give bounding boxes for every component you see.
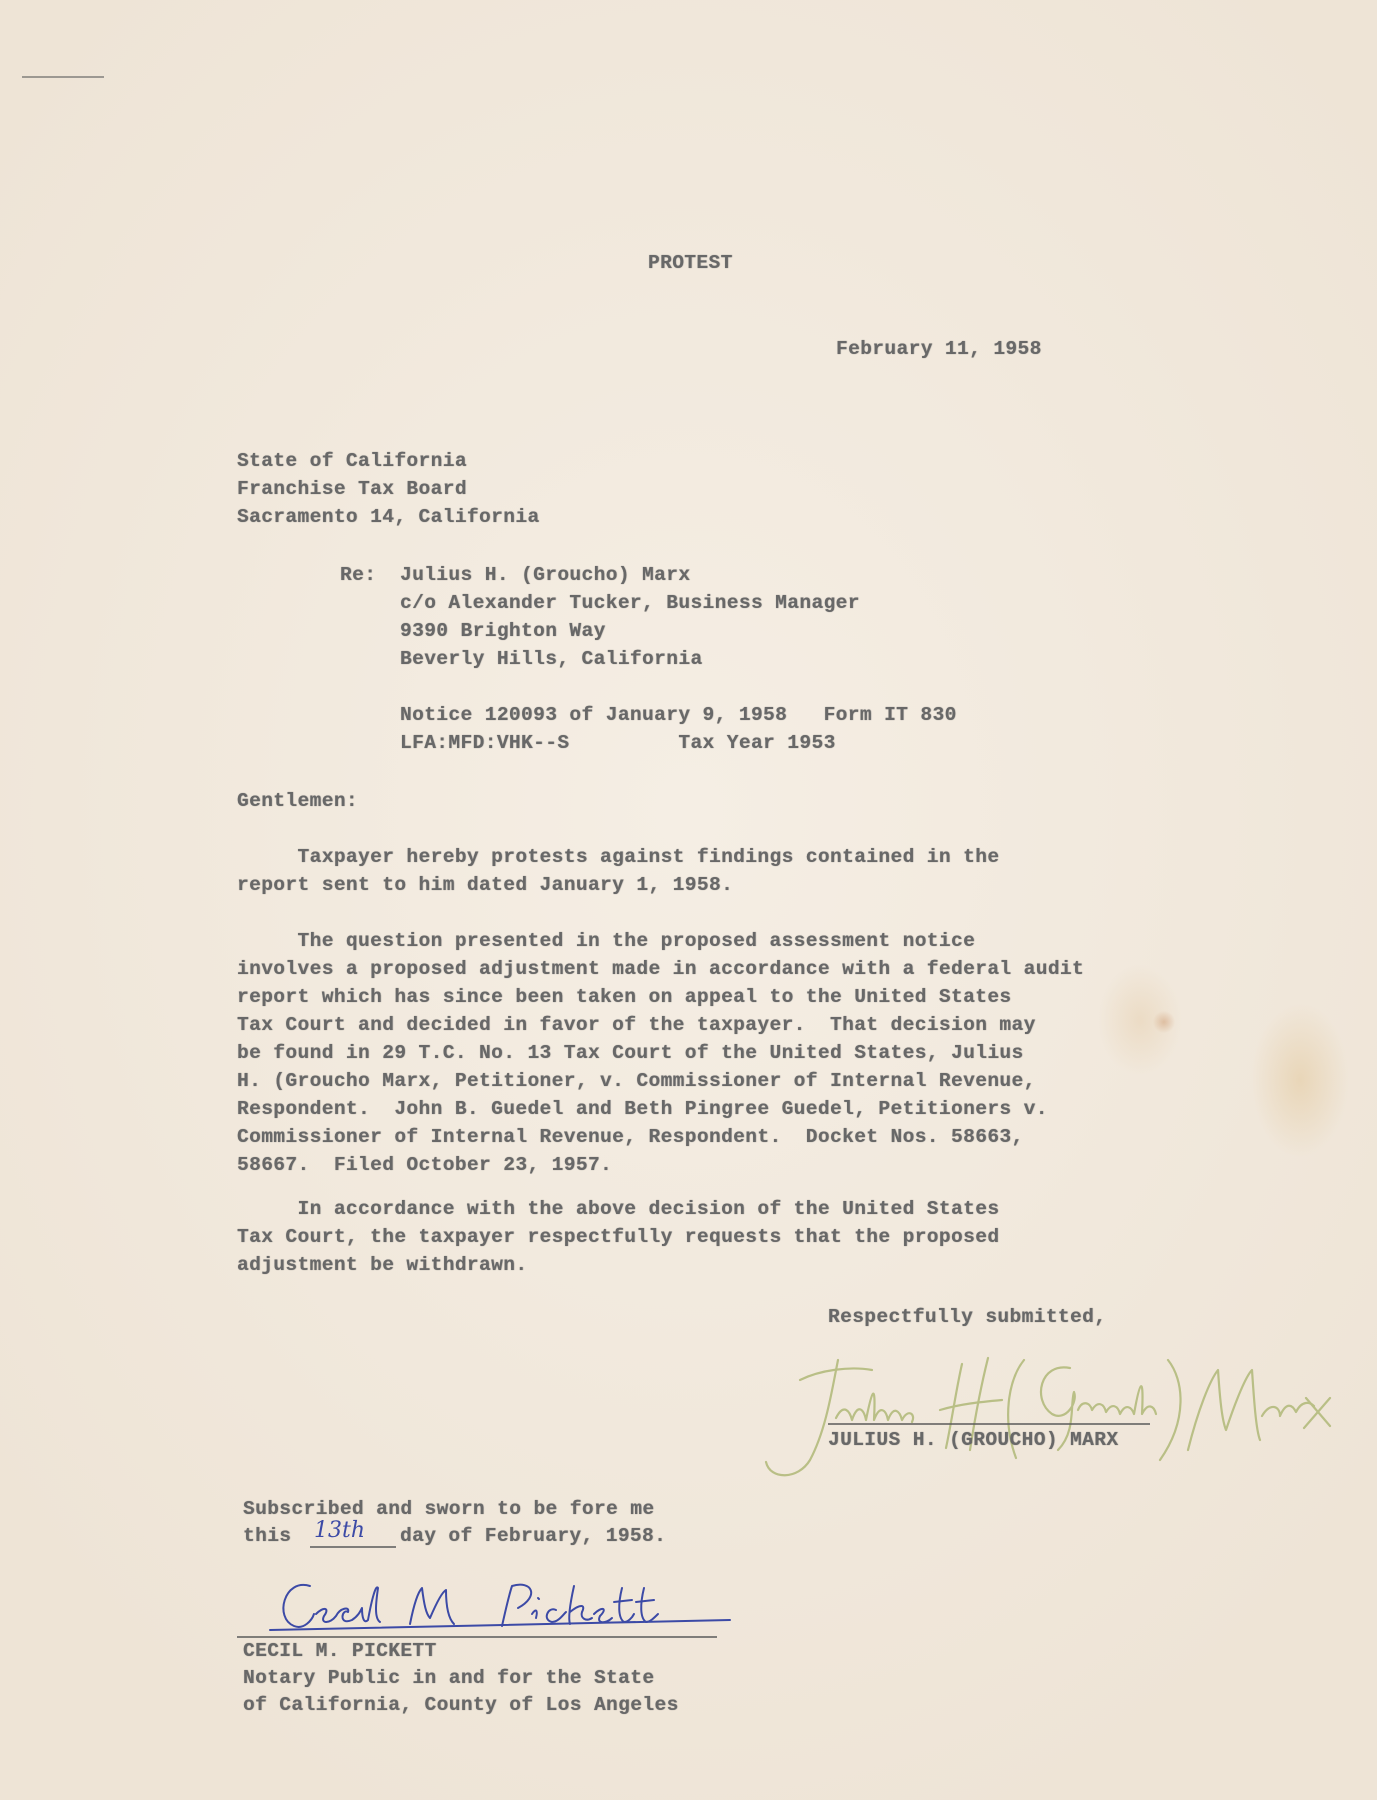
body-line: Tax Court, the taxpayer respectfully requests that the proposed xyxy=(237,1226,1000,1248)
jurat-line-1: Subscribed and sworn to be fore me xyxy=(243,1498,655,1520)
body-line: Tax Court and decided in favor of the taxpayer. That decision may xyxy=(237,1014,1036,1036)
salutation: Gentlemen: xyxy=(237,790,359,812)
body-line: H. (Groucho Marx, Petitioner, v. Commissioner of Internal Revenue, xyxy=(237,1070,1036,1092)
marx-signature xyxy=(740,1340,1340,1490)
re-line: 9390 Brighton Way xyxy=(400,620,606,642)
jurat-prefix: this xyxy=(243,1525,292,1547)
addressee-line: State of California xyxy=(237,450,467,472)
re-line: Beverly Hills, California xyxy=(400,648,703,670)
body-line: Respondent. John B. Guedel and Beth Pingree Guedel, Petitioners v. xyxy=(237,1098,1048,1120)
document-title: PROTEST xyxy=(648,252,733,274)
body-line: involves a proposed adjustment made in accordance with a federal audit xyxy=(237,958,1085,980)
body-line: 58667. Filed October 23, 1957. xyxy=(237,1154,613,1176)
body-line: report sent to him dated January 1, 1958. xyxy=(237,874,734,896)
signatory-typed-name: JULIUS H. (GROUCHO) MARX xyxy=(828,1429,1119,1451)
body-line: Commissioner of Internal Revenue, Respondent. Docket Nos. 58663, xyxy=(237,1126,1024,1148)
document-date: February 11, 1958 xyxy=(836,338,1042,360)
addressee-line: Franchise Tax Board xyxy=(237,478,467,500)
jurat-suffix: day of February, 1958. xyxy=(400,1525,667,1547)
re-label: Re: xyxy=(340,564,377,586)
notice-line: LFA:MFD:VHK--S Tax Year 1953 xyxy=(400,732,836,754)
addressee-line: Sacramento 14, California xyxy=(237,506,540,528)
margin-pencil-mark xyxy=(22,76,104,78)
day-blank-rule xyxy=(310,1546,396,1548)
notary-line: Notary Public in and for the State xyxy=(243,1667,655,1689)
body-line: The question presented in the proposed assessment notice xyxy=(237,930,976,952)
re-line: Julius H. (Groucho) Marx xyxy=(400,564,691,586)
body-line: In accordance with the above decision of the United States xyxy=(237,1198,1000,1220)
re-line: c/o Alexander Tucker, Business Manager xyxy=(400,592,860,614)
jurat-day-handwritten: 13th xyxy=(314,1518,366,1543)
body-line: be found in 29 T.C. No. 13 Tax Court of the United States, Julius xyxy=(237,1042,1024,1064)
notary-name: CECIL M. PICKETT xyxy=(243,1640,437,1662)
body-line: Taxpayer hereby protests against findings contained in the xyxy=(237,846,1000,868)
closing: Respectfully submitted, xyxy=(828,1306,1107,1328)
notice-line: Notice 120093 of January 9, 1958 Form IT 830 xyxy=(400,704,957,726)
notary-line: of California, County of Los Angeles xyxy=(243,1694,679,1716)
body-line: report which has since been taken on appeal to the United States xyxy=(237,986,1012,1008)
body-line: adjustment be withdrawn. xyxy=(237,1254,528,1276)
